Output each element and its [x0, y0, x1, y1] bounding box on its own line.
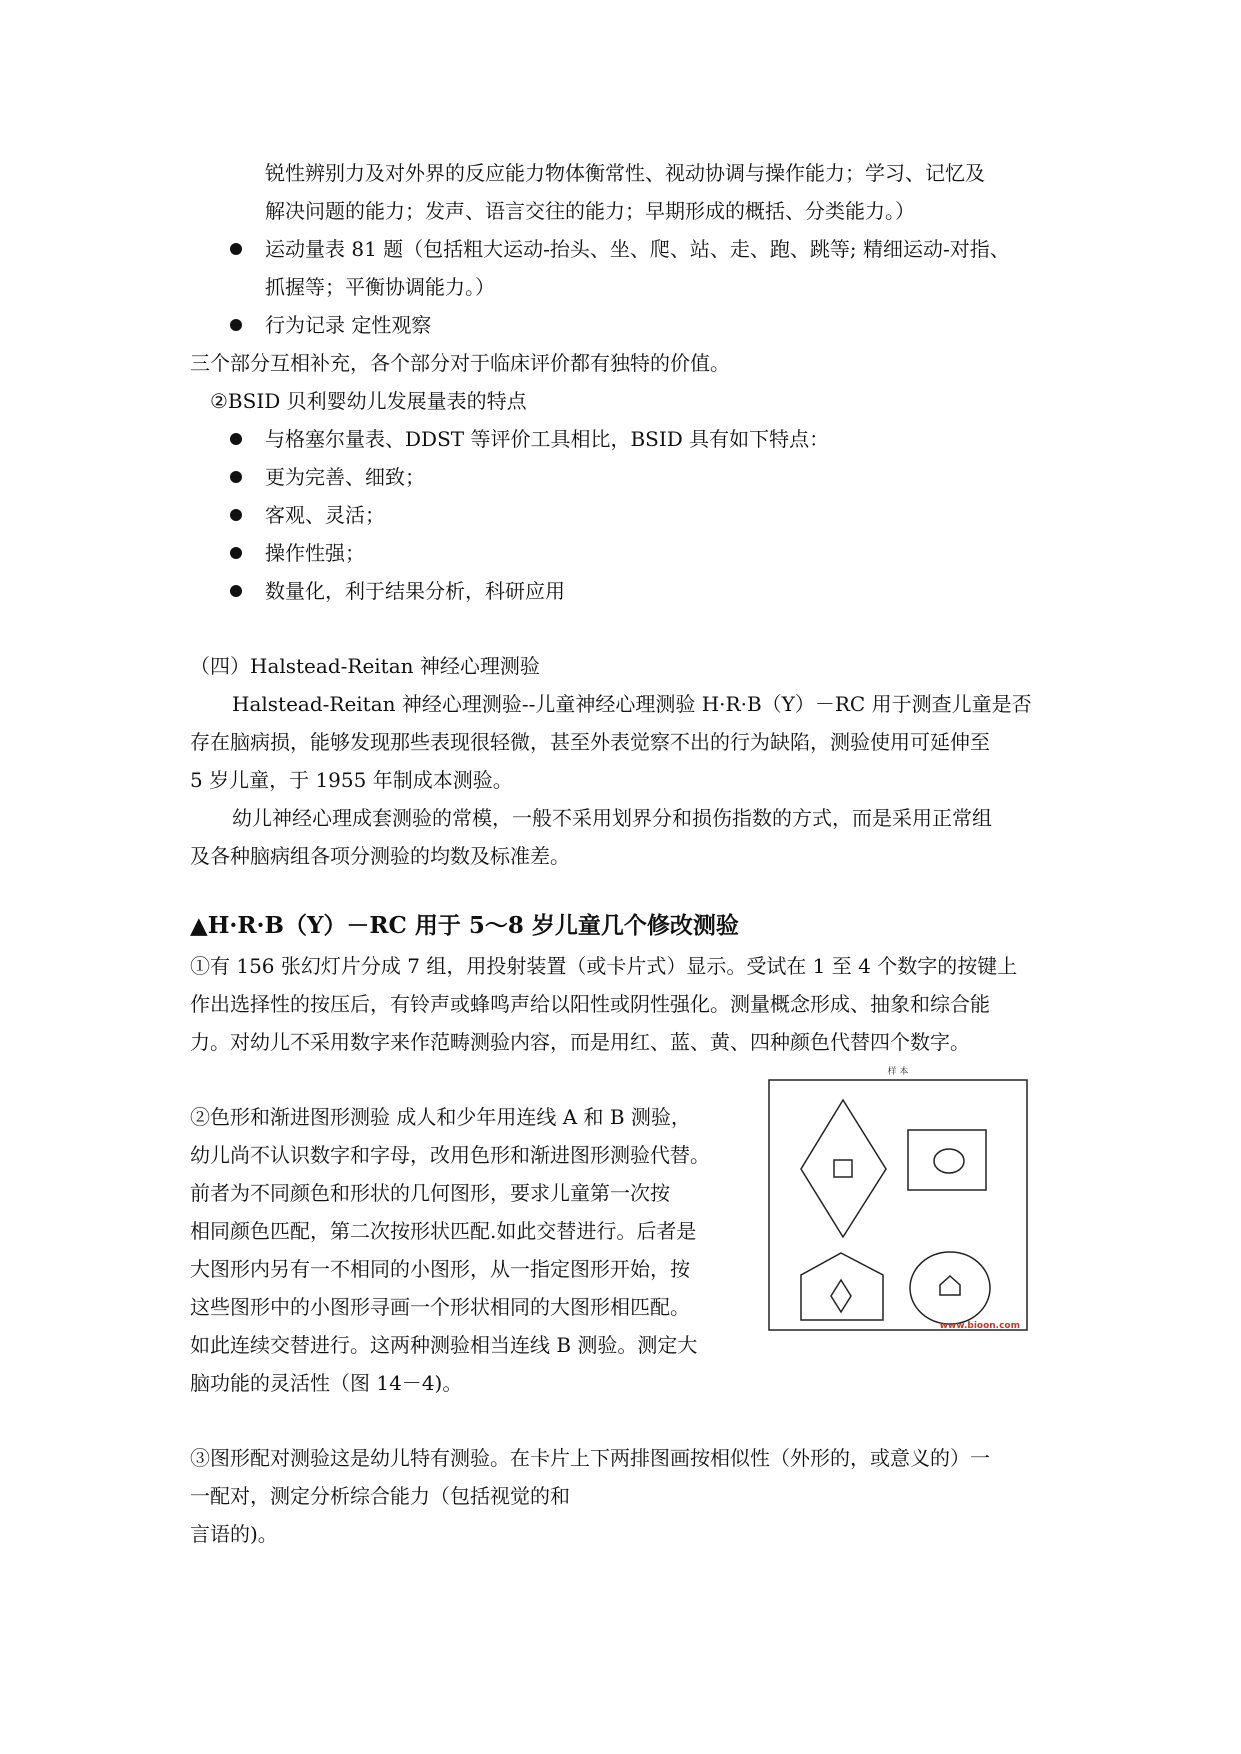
- bullet-text: 更为完善、细致；: [265, 465, 425, 489]
- item1-line: 作出选择性的按压后，有铃声或蜂鸣声给以阳性或阴性强化。测量概念形成、抽象和综合能: [190, 992, 990, 1016]
- bullet-text: 与格塞尔量表、DDST 等评价工具相比，BSID 具有如下特点：: [265, 427, 830, 451]
- figure-caption: 样 本: [887, 1067, 909, 1077]
- bullet-icon: [230, 547, 242, 559]
- bullet-text: 数量化，利于结果分析，科研应用: [265, 579, 565, 603]
- summary-text: 三个部分互相补充，各个部分对于临床评价都有独特的价值。: [190, 351, 730, 375]
- item1-line: ①有 156 张幻灯片分成 7 组，用投射装置（或卡片式）显示。受试在 1 至 4 个数字的按键上: [190, 954, 1018, 978]
- circle-shape: [910, 1252, 990, 1324]
- bullet-icon: [230, 433, 242, 445]
- item2-line: 大图形内另有一不相同的小图形，从一指定图形开始，按: [190, 1257, 690, 1281]
- bullet-text: 操作性强；: [265, 541, 365, 565]
- paragraph-line: 5 岁儿童，于 1955 年制成本测验。: [190, 768, 513, 792]
- item1-line: 力。对幼儿不采用数字来作范畴测验内容，而是用红、蓝、黄、四种颜色代替四个数字。: [190, 1030, 970, 1054]
- bullet-text: 客观、灵活；: [265, 503, 385, 527]
- bullet-text: 行为记录 定性观察: [265, 313, 432, 337]
- small-pentagon-shape: [940, 1276, 960, 1295]
- bullet-icon: [230, 471, 242, 483]
- paragraph-line: Halstead-Reitan 神经心理测验--儿童神经心理测验 H·R·B（Y）－RC 用于测查儿童是否: [232, 692, 1032, 716]
- bullet-icon: [230, 585, 242, 597]
- paragraph-line: 及各种脑病组各项分测验的均数及标准差。: [190, 844, 570, 868]
- bullet-text: 运动量表 81 题（包括粗大运动-抬头、坐、爬、站、走、跑、跳等; 精细运动-对指、: [265, 237, 1010, 261]
- paragraph-line: 幼儿神经心理成套测验的常模，一般不采用划界分和损伤指数的方式，而是采用正常组: [232, 806, 992, 830]
- text-line: 锐性辨别力及对外界的反应能力物体衡常性、视动协调与操作能力；学习、记忆及: [265, 161, 985, 185]
- text-line: 解决问题的能力；发声、语言交往的能力；早期形成的概括、分类能力。）: [265, 199, 915, 223]
- bullet-icon: [230, 509, 242, 521]
- item3-line: 言语的)。: [190, 1522, 278, 1546]
- bullet-icon: [230, 319, 242, 331]
- figure-graphic: [768, 1062, 1030, 1334]
- small-circle-shape: [934, 1149, 964, 1173]
- bullet-text: 抓握等；平衡协调能力。）: [265, 275, 495, 299]
- item2-line: 前者为不同颜色和形状的几何图形，要求儿童第一次按: [190, 1181, 670, 1205]
- diamond-shape: [801, 1100, 886, 1237]
- item2-line: 这些图形中的小图形寻画一个形状相同的大图形相匹配。: [190, 1295, 690, 1319]
- rectangle-shape: [908, 1130, 986, 1190]
- hrb-heading: ▲H·R·B（Y）－RC 用于 5～8 岁儿童几个修改测验: [190, 912, 739, 939]
- item2-line: ②色形和渐进图形测验 成人和少年用连线 A 和 B 测验，: [190, 1105, 691, 1129]
- bsid-heading: ②BSID 贝利婴幼儿发展量表的特点: [210, 389, 527, 413]
- paragraph-line: 存在脑病损，能够发现那些表现很轻微，甚至外表觉察不出的行为缺陷，测验使用可延伸至: [190, 730, 990, 754]
- section-heading: （四）Halstead-Reitan 神经心理测验: [190, 654, 540, 678]
- small-diamond-shape: [831, 1280, 851, 1312]
- item2-line: 脑功能的灵活性（图 14－4)。: [190, 1371, 463, 1395]
- figure-frame: [769, 1080, 1027, 1330]
- item2-line: 相同颜色匹配，第二次按形状匹配.如此交替进行。后者是: [190, 1219, 697, 1243]
- figure-watermark: www.bioon.com: [939, 1321, 1020, 1331]
- item3-line: ③图形配对测验这是幼儿特有测验。在卡片上下两排图画按相似性（外形的，或意义的）一: [190, 1446, 990, 1470]
- small-square-shape: [834, 1160, 852, 1177]
- bullet-icon: [230, 243, 242, 255]
- shape-matching-figure: [768, 1062, 1030, 1334]
- item2-line: 如此连续交替进行。这两种测验相当连线 B 测验。测定大: [190, 1333, 698, 1357]
- item3-line: 一配对，测定分析综合能力（包括视觉的和: [190, 1484, 570, 1508]
- item2-line: 幼儿尚不认识数字和字母，改用色形和渐进图形测验代替。: [190, 1143, 710, 1167]
